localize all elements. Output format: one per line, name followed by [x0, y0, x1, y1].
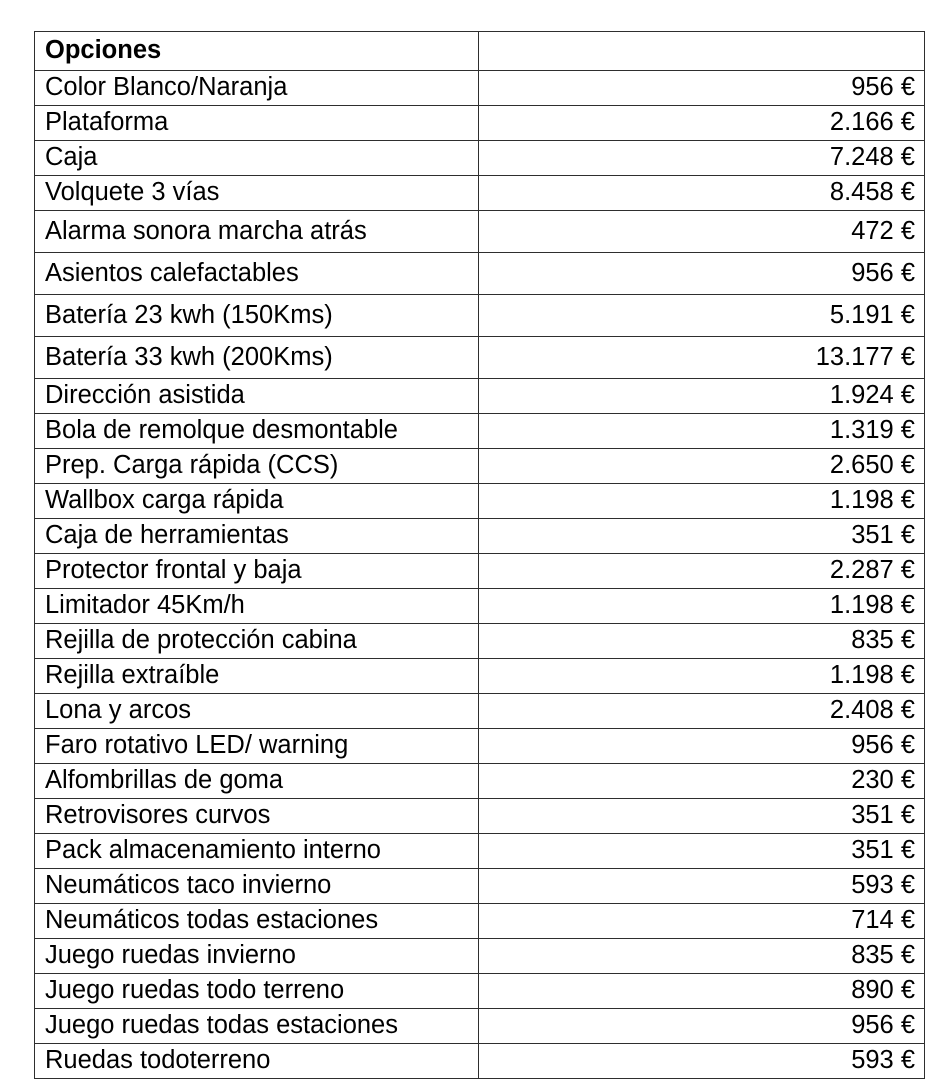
option-price-cell: 351 €	[479, 834, 925, 869]
option-price-cell: 593 €	[479, 1044, 925, 1079]
table-row	[35, 904, 925, 939]
option-price-cell: 8.458 €	[479, 176, 925, 211]
option-name-cell: Neumáticos todas estaciones	[35, 904, 479, 939]
table-row	[35, 414, 925, 449]
option-name-cell: Bola de remolque desmontable	[35, 414, 479, 449]
option-price-cell: 13.177 €	[479, 337, 925, 379]
table-row	[35, 71, 925, 106]
option-price-cell: 7.248 €	[479, 141, 925, 176]
option-name-cell: Ruedas todoterreno	[35, 1044, 479, 1079]
option-price-cell: 890 €	[479, 974, 925, 1009]
option-price-cell: 835 €	[479, 939, 925, 974]
option-price-cell: 2.287 €	[479, 554, 925, 589]
table-row	[35, 141, 925, 176]
option-price-cell: 593 €	[479, 869, 925, 904]
option-price-cell: 1.319 €	[479, 414, 925, 449]
option-price-cell: 472 €	[479, 211, 925, 253]
option-price-cell: 351 €	[479, 519, 925, 554]
table-row	[35, 974, 925, 1009]
table-row	[35, 295, 925, 337]
table-row	[35, 176, 925, 211]
option-name-cell: Limitador 45Km/h	[35, 589, 479, 624]
option-name-cell: Color Blanco/Naranja	[35, 71, 479, 106]
option-price-cell: 1.198 €	[479, 659, 925, 694]
option-price-cell: 835 €	[479, 624, 925, 659]
table-row	[35, 834, 925, 869]
table-row	[35, 729, 925, 764]
option-name-cell: Rejilla extraíble	[35, 659, 479, 694]
option-name-cell: Alarma sonora marcha atrás	[35, 211, 479, 253]
table-body	[35, 71, 925, 1079]
table-row	[35, 253, 925, 295]
option-price-cell: 956 €	[479, 253, 925, 295]
option-price-cell: 1.198 €	[479, 589, 925, 624]
option-name-cell: Caja	[35, 141, 479, 176]
option-price-cell: 351 €	[479, 799, 925, 834]
table-row	[35, 694, 925, 729]
option-price-cell: 956 €	[479, 1009, 925, 1044]
option-name-cell: Dirección asistida	[35, 379, 479, 414]
option-name-cell: Juego ruedas todo terreno	[35, 974, 479, 1009]
table-header-row	[35, 32, 925, 71]
option-name-cell: Alfombrillas de goma	[35, 764, 479, 799]
option-name-cell: Caja de herramientas	[35, 519, 479, 554]
table-row	[35, 589, 925, 624]
option-name-cell: Volquete 3 vías	[35, 176, 479, 211]
option-name-cell: Wallbox carga rápida	[35, 484, 479, 519]
table-row	[35, 799, 925, 834]
option-price-cell: 956 €	[479, 729, 925, 764]
options-price-table	[34, 31, 925, 1079]
table-row	[35, 1009, 925, 1044]
option-name-cell: Asientos calefactables	[35, 253, 479, 295]
option-name-cell: Pack almacenamiento interno	[35, 834, 479, 869]
column-header-options: Opciones	[35, 32, 479, 71]
table-row	[35, 211, 925, 253]
option-price-cell: 1.198 €	[479, 484, 925, 519]
option-price-cell: 714 €	[479, 904, 925, 939]
table-row	[35, 1044, 925, 1079]
option-price-cell: 1.924 €	[479, 379, 925, 414]
option-price-cell: 2.650 €	[479, 449, 925, 484]
option-price-cell: 956 €	[479, 71, 925, 106]
table-row	[35, 659, 925, 694]
table-row	[35, 337, 925, 379]
option-name-cell: Prep. Carga rápida (CCS)	[35, 449, 479, 484]
option-name-cell: Plataforma	[35, 106, 479, 141]
table-row	[35, 449, 925, 484]
table-row	[35, 764, 925, 799]
table-row	[35, 106, 925, 141]
option-price-cell: 5.191 €	[479, 295, 925, 337]
option-name-cell: Protector frontal y baja	[35, 554, 479, 589]
option-name-cell: Rejilla de protección cabina	[35, 624, 479, 659]
option-name-cell: Juego ruedas todas estaciones	[35, 1009, 479, 1044]
option-name-cell: Lona y arcos	[35, 694, 479, 729]
table-header	[35, 32, 925, 71]
table-row	[35, 519, 925, 554]
table-row	[35, 624, 925, 659]
table-row	[35, 554, 925, 589]
table-row	[35, 869, 925, 904]
option-name-cell: Juego ruedas invierno	[35, 939, 479, 974]
option-price-cell: 2.166 €	[479, 106, 925, 141]
option-name-cell: Batería 23 kwh (150Kms)	[35, 295, 479, 337]
option-name-cell: Neumáticos taco invierno	[35, 869, 479, 904]
option-name-cell: Retrovisores curvos	[35, 799, 479, 834]
option-price-cell: 2.408 €	[479, 694, 925, 729]
column-header-price	[479, 32, 925, 71]
option-price-cell: 230 €	[479, 764, 925, 799]
table-row	[35, 939, 925, 974]
table-row	[35, 379, 925, 414]
option-name-cell: Faro rotativo LED/ warning	[35, 729, 479, 764]
table-row	[35, 484, 925, 519]
option-name-cell: Batería 33 kwh (200Kms)	[35, 337, 479, 379]
